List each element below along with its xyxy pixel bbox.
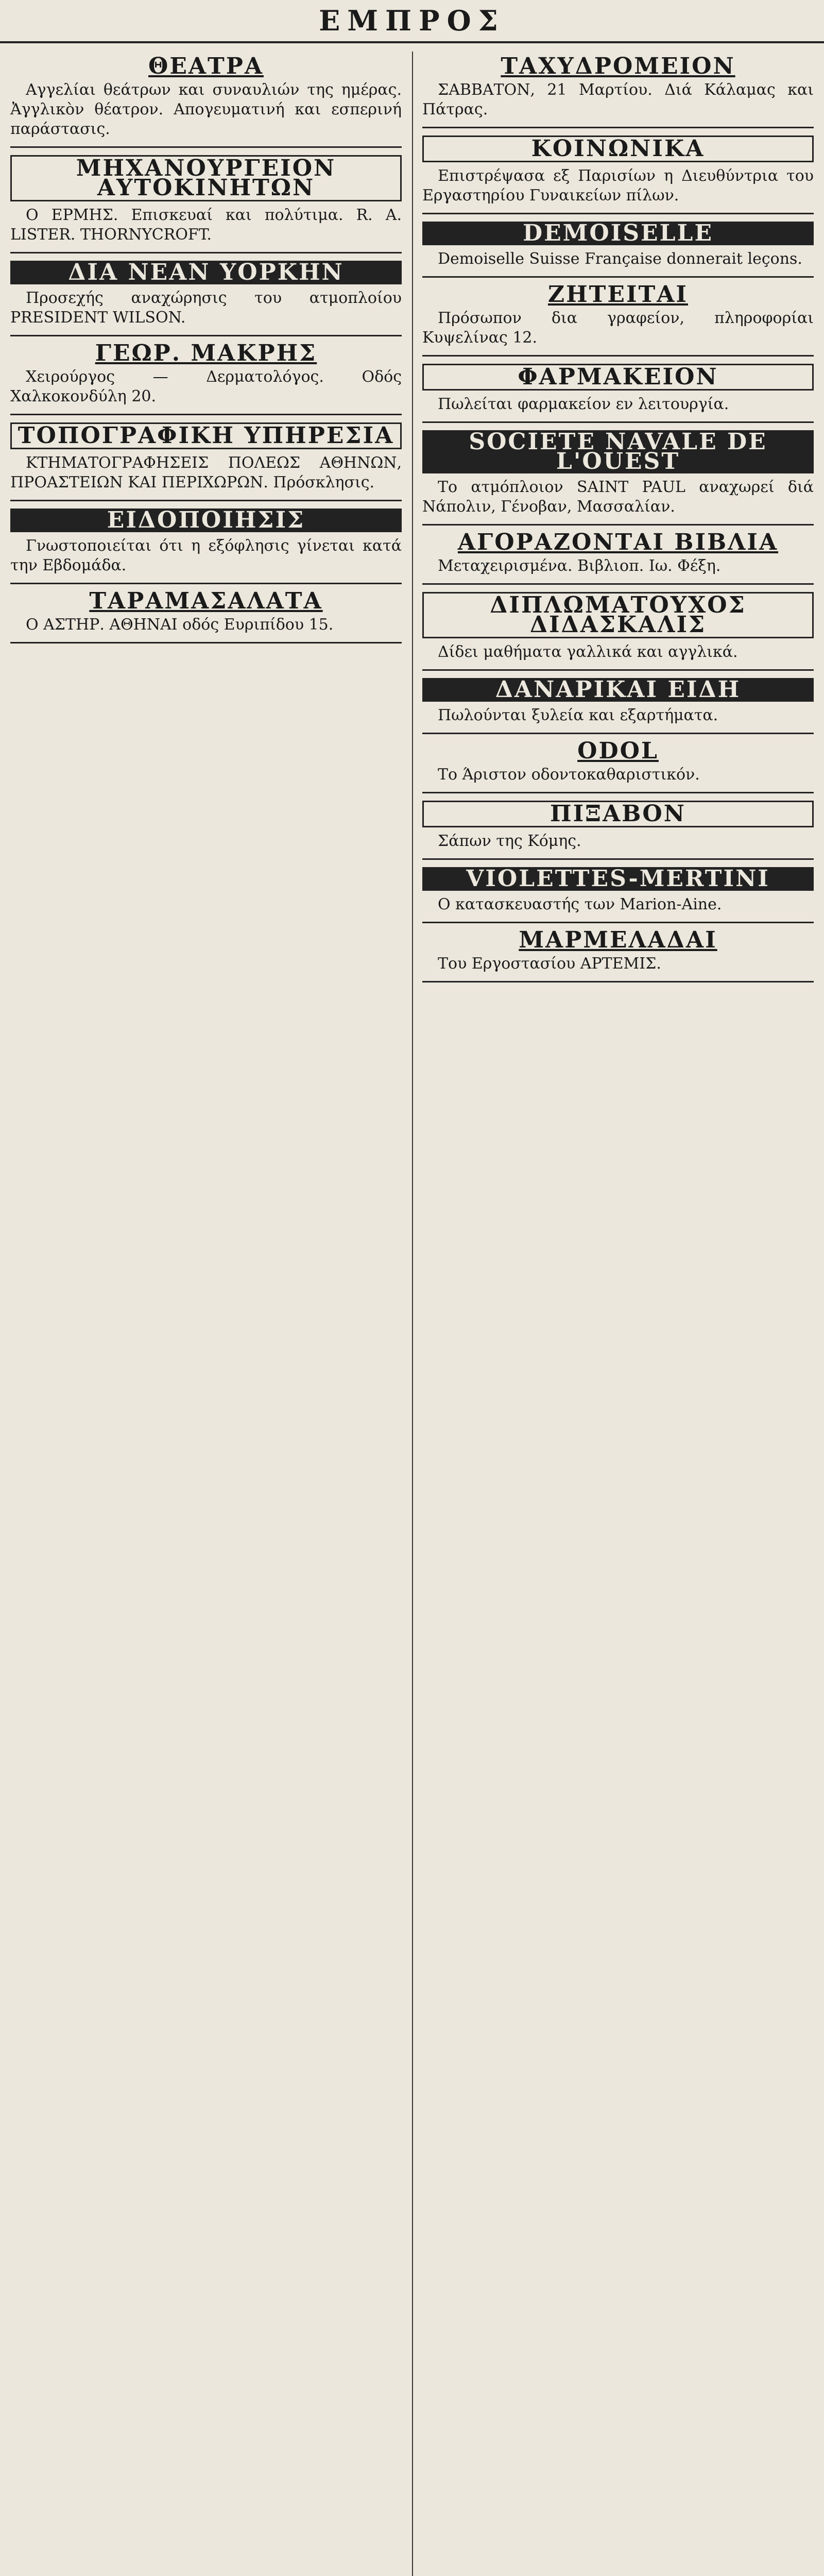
right-section-text: Πωλούνται ξυλεία και εξαρτήματα. <box>438 706 718 724</box>
right-section-heading: ΦΑΡΜΑΚΕΙΟΝ <box>422 364 814 391</box>
right-section-heading: DEMOISELLE <box>422 222 814 245</box>
left-section-text: Ο ΑΣΤΗΡ. ΑΘΗΝΑΙ οδός Ευριπίδου 15. <box>26 616 334 634</box>
section-separator <box>422 858 814 860</box>
right-section-heading: ΜΑΡΜΕΛΑΔΑΙ <box>519 927 717 953</box>
section-separator <box>422 922 814 923</box>
left-section-text: Γνωστοποιείται ότι η εξόφλησις γίνεται κατά την Εβδομάδα. <box>10 537 402 574</box>
right-column <box>422 52 814 2576</box>
section-separator <box>422 213 814 214</box>
right-section-text: Το Άριστον οδοντοκαθαριστικόν. <box>438 766 700 784</box>
right-section-text: Επιστρέψασα εξ Παρισίων η Διευθύντρια του Εργαστηρίου Γυναικείων πίλων. <box>422 167 814 205</box>
section-separator <box>422 792 814 793</box>
right-section-heading: ΠΙΞΑΒΟΝ <box>422 801 814 827</box>
right-section-text: ΣΑΒΒΑΤΟΝ, 21 Μαρτίου. Διά Κάλαμας και Πάτρας. <box>422 81 814 118</box>
right-section-heading: ΔΙΠΛΩΜΑΤΟΥΧΟΣ ΔΙΔΑΣΚΑΛΙΣ <box>422 592 814 638</box>
right-section-heading: ΑΓΟΡΑΖΟΝΤΑΙ ΒΙΒΛΙΑ <box>457 529 779 555</box>
left-column <box>10 52 402 2576</box>
right-section-text: Πωλείται φαρμακείον εν λειτουργία. <box>438 395 729 413</box>
section-separator <box>422 524 814 526</box>
column-rule <box>412 52 413 2576</box>
right-section-heading: SOCIETE NAVALE DE L'OUEST <box>422 430 814 473</box>
section-separator <box>422 583 814 585</box>
right-section-heading: ΚΟΙΝΩΝΙΚΑ <box>422 135 814 162</box>
left-section-heading: ΕΙΔΟΠΟΙΗΣΙΣ <box>10 509 402 532</box>
section-separator <box>10 583 402 584</box>
right-section-text: Πρόσωπον δια γραφείον, πληροφορίαι Κυψελίνας 12. <box>422 309 814 347</box>
left-section-heading: ΜΗΧΑΝΟΥΡΓΕΙΟΝ ΑΥΤΟΚΙΝΗΤΩΝ <box>10 155 402 201</box>
left-section-heading: ΔΙΑ ΝΕΑΝ ΥΟΡΚΗΝ <box>10 261 402 284</box>
right-section-text: Δίδει μαθήματα γαλλικά και αγγλικά. <box>438 643 738 661</box>
section-separator <box>422 127 814 128</box>
left-section-heading: ΓΕΩΡ. ΜΑΚΡΗΣ <box>95 340 317 366</box>
right-section-heading: VIOLETTES-MERTINI <box>422 867 814 891</box>
section-separator <box>10 146 402 148</box>
right-section-heading: ΖΗΤΕΙΤΑΙ <box>547 281 688 308</box>
left-section-heading: ΘΕΑΤΡΑ <box>148 53 264 79</box>
right-section-heading: ODOL <box>577 738 659 764</box>
right-section-text: Μεταχειρισμένα. Βιβλιοπ. Ιω. Φέξη. <box>438 557 721 575</box>
section-separator <box>422 981 814 982</box>
right-section-text: Ο κατασκευαστής των Marion-Aine. <box>438 895 722 913</box>
section-separator <box>10 500 402 501</box>
right-section-heading: ΔΑΝΑΡΙΚΑΙ ΕΙΔΗ <box>422 678 814 702</box>
section-separator <box>422 355 814 357</box>
section-separator <box>10 414 402 415</box>
left-section-text: ΚΤΗΜΑΤΟΓΡΑΦΗΣΕΙΣ ΠΟΛΕΩΣ ΑΘΗΝΩΝ, ΠΡΟΑΣΤΕΙΩΝ ΚΑΙ ΠΕΡΙΧΩΡΩΝ. Πρόσκλησις. <box>10 454 402 492</box>
section-separator <box>422 669 814 671</box>
left-section-text: Αγγελίαι θεάτρων και συναυλιών της ημέρας. Ἀγγλικὸν θέατρον. Απογευματινή και εσπερινή παράστασις. <box>10 81 402 138</box>
section-separator <box>422 276 814 278</box>
section-separator <box>10 335 402 336</box>
left-section-text: Προσεχής αναχώρησις του ατμοπλοίου PRESIDENT WILSON. <box>10 289 402 327</box>
section-separator <box>422 421 814 423</box>
section-separator <box>10 642 402 643</box>
right-section-text: Demoiselle Suisse Française donnerait leçons. <box>438 250 802 268</box>
right-section-heading: ΤΑΧΥΔΡΟΜΕΙΟΝ <box>501 53 735 79</box>
section-separator <box>422 733 814 734</box>
right-section-text: Το ατμόπλοιον SAINT PAUL αναχωρεί διά Νάπολιν, Γένοβαν, Μασσαλίαν. <box>422 478 814 516</box>
left-section-heading: ΤΟΠΟΓΡΑΦΙΚΗ ΥΠΗΡΕΣΙΑ <box>10 422 402 449</box>
left-section-heading: ΤΑΡΑΜΑΣΑΛΑΤΑ <box>89 588 323 614</box>
left-section-text: Ο ΕΡΜΗΣ. Επισκευαί και πολύτιμα. R. A. LISTER. THORNYCROFT. <box>10 206 402 244</box>
right-section-text: Του Εργοστασίου ΑΡΤΕΜΙΣ. <box>438 955 661 973</box>
section-separator <box>10 252 402 253</box>
left-section-text: Χειρούργος — Δερματολόγος. Οδός Χαλκοκονδύλη 20. <box>10 368 402 405</box>
right-section-text: Σάπων της Κόμης. <box>438 832 581 850</box>
masthead: ΕΜΠΡΟΣ <box>0 0 824 43</box>
